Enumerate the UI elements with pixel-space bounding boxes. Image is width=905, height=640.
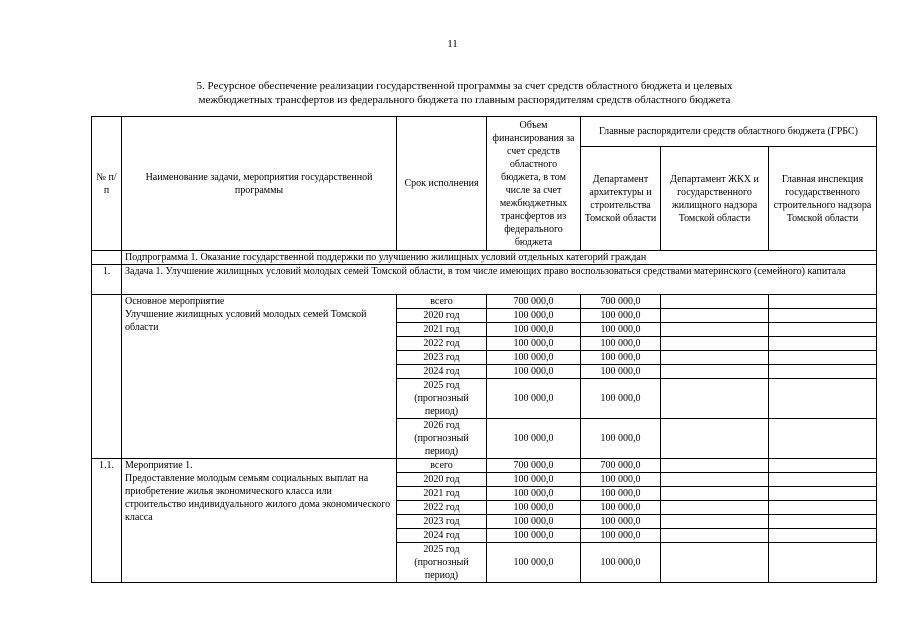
volume-cell: 100 000,0 (487, 351, 581, 365)
dept2-cell (661, 295, 769, 309)
header-dept-inspection: Главная инспекция государственного строительного надзора Томской области (769, 147, 877, 251)
main-event-name (122, 295, 397, 459)
volume-cell: 100 000,0 (487, 309, 581, 323)
event-1-1-text: Предоставление молодым семьям социальных выплат на приобретение жилья экономического класса или строительство индивидуального жилого дома экономического класса (125, 473, 391, 523)
period-cell: 2023 год (397, 515, 487, 529)
dept2-cell (661, 529, 769, 543)
resource-table (91, 116, 877, 583)
period-cell: 2022 год (397, 501, 487, 515)
volume-cell: 100 000,0 (487, 529, 581, 543)
dept2-cell (661, 365, 769, 379)
period-cell: всего (397, 295, 487, 309)
period-cell: 2020 год (397, 473, 487, 487)
table-header (92, 117, 877, 251)
volume-cell: 100 000,0 (487, 515, 581, 529)
table-row (92, 295, 877, 309)
dept1-cell: 100 000,0 (581, 487, 661, 501)
dept3-cell (769, 515, 877, 529)
dept2-cell (661, 323, 769, 337)
main-event-text: Улучшение жилищных условий молодых семей Томской области (125, 309, 367, 333)
page-number: 11 (447, 38, 458, 50)
dept3-cell (769, 379, 877, 419)
event-1-1-num: 1.1. (92, 459, 122, 583)
dept1-cell: 100 000,0 (581, 323, 661, 337)
dept3-cell (769, 543, 877, 583)
dept3-cell (769, 323, 877, 337)
dept1-cell: 100 000,0 (581, 515, 661, 529)
period-cell: 2022 год (397, 337, 487, 351)
dept3-cell (769, 337, 877, 351)
dept2-cell (661, 309, 769, 323)
dept2-cell (661, 337, 769, 351)
dept3-cell (769, 295, 877, 309)
heading-line-2: межбюджетных трансфертов из федерального бюджета по главным распорядителям средств областного бюджета (198, 94, 731, 106)
header-term: Срок исполнения (397, 117, 487, 251)
dept2-cell (661, 473, 769, 487)
event-1-1-title: Мероприятие 1. (125, 460, 193, 471)
dept1-cell: 100 000,0 (581, 419, 661, 459)
dept3-cell (769, 365, 877, 379)
dept1-cell: 100 000,0 (581, 365, 661, 379)
volume-cell: 100 000,0 (487, 419, 581, 459)
dept2-cell (661, 543, 769, 583)
table-row (92, 459, 877, 473)
dept2-cell (661, 459, 769, 473)
dept1-cell: 100 000,0 (581, 473, 661, 487)
dept3-cell (769, 419, 877, 459)
dept3-cell (769, 501, 877, 515)
task-text: Задача 1. Улучшение жилищных условий молодых семей Томской области, в том числе имеющих право воспользоваться средствами материнского (семейного) капитала (122, 265, 877, 295)
event-1-1-name (122, 459, 397, 583)
volume-cell: 100 000,0 (487, 323, 581, 337)
period-cell: 2025 год (прогнозный период) (397, 543, 487, 583)
subprogram-row: Подпрограмма 1. Оказание государственной поддержки по улучшению жилищных условий отдельных категорий граждан (122, 251, 877, 265)
main-event-title: Основное мероприятие (125, 296, 225, 307)
dept1-cell: 100 000,0 (581, 351, 661, 365)
volume-cell: 100 000,0 (487, 473, 581, 487)
volume-cell: 100 000,0 (487, 365, 581, 379)
dept1-cell: 100 000,0 (581, 309, 661, 323)
dept2-cell (661, 501, 769, 515)
volume-cell: 100 000,0 (487, 487, 581, 501)
dept2-cell (661, 487, 769, 501)
header-dept-housing: Департамент ЖКХ и государственного жилищного надзора Томской области (661, 147, 769, 251)
volume-cell: 100 000,0 (487, 337, 581, 351)
dept3-cell (769, 487, 877, 501)
period-cell: 2024 год (397, 365, 487, 379)
dept1-cell: 100 000,0 (581, 501, 661, 515)
period-cell: 2021 год (397, 487, 487, 501)
header-dept-architecture: Департамент архитектуры и строительства Томской области (581, 147, 661, 251)
period-cell: 2021 год (397, 323, 487, 337)
dept2-cell (661, 351, 769, 365)
dept3-cell (769, 351, 877, 365)
dept1-cell: 100 000,0 (581, 379, 661, 419)
dept1-cell: 100 000,0 (581, 543, 661, 583)
dept3-cell (769, 309, 877, 323)
header-name: Наименование задачи, мероприятия государственной программы (122, 117, 397, 251)
period-cell: всего (397, 459, 487, 473)
dept3-cell (769, 473, 877, 487)
dept3-cell (769, 459, 877, 473)
dept1-cell: 700 000,0 (581, 459, 661, 473)
dept1-cell: 100 000,0 (581, 529, 661, 543)
period-cell: 2026 год (прогнозный период) (397, 419, 487, 459)
period-cell: 2024 год (397, 529, 487, 543)
volume-cell: 700 000,0 (487, 459, 581, 473)
header-volume: Объем финансирования за счет средств областного бюджета, в том числе за счет межбюджетных трансфертов из федерального бюджета (487, 117, 581, 251)
table-body (92, 251, 877, 583)
header-grbs: Главные распорядители средств областного бюджета (ГРБС) (581, 117, 877, 147)
volume-cell: 100 000,0 (487, 379, 581, 419)
dept1-cell: 700 000,0 (581, 295, 661, 309)
header-num: № п/п (92, 117, 122, 251)
volume-cell: 100 000,0 (487, 543, 581, 583)
dept3-cell (769, 529, 877, 543)
section-heading (92, 79, 837, 107)
period-cell: 2023 год (397, 351, 487, 365)
main-event-num (92, 295, 122, 459)
period-cell: 2020 год (397, 309, 487, 323)
heading-line-1: 5. Ресурсное обеспечение реализации государственной программы за счет средств областного бюджета и целевых (196, 80, 733, 92)
dept2-cell (661, 419, 769, 459)
period-cell: 2025 год (прогнозный период) (397, 379, 487, 419)
task-num: 1. (92, 265, 122, 295)
dept2-cell (661, 379, 769, 419)
dept1-cell: 100 000,0 (581, 337, 661, 351)
subprogram-num-cell (92, 251, 122, 265)
volume-cell: 700 000,0 (487, 295, 581, 309)
volume-cell: 100 000,0 (487, 501, 581, 515)
dept2-cell (661, 515, 769, 529)
